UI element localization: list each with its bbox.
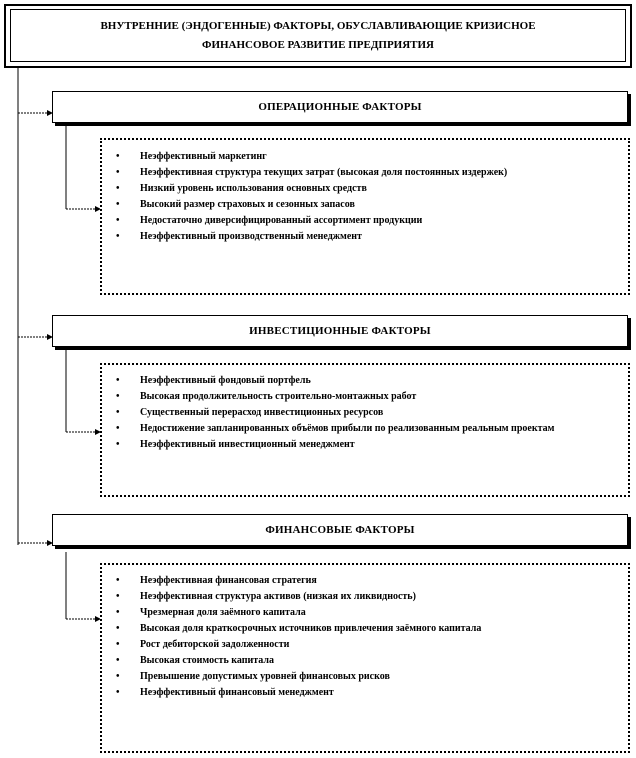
investment-factors-header: ИНВЕСТИЦИОННЫЕ ФАКТОРЫ	[52, 315, 628, 347]
list-item: • Неэффективный инвестиционный менеджмент	[102, 437, 608, 453]
list-item: • Чрезмерная доля заёмного капитала	[102, 605, 628, 621]
list-item: • Неэффективная структура активов (низкая их ликвидность)	[102, 589, 628, 605]
list-item: • Неэффективный финансовый менеджмент	[102, 685, 628, 701]
list-item: • Существенный перерасход инвестиционных ресурсов	[102, 405, 608, 421]
list-item: • Высокая стоимость капитала	[102, 653, 628, 669]
list-item: • Высокая продолжительность строительно-монтажных работ	[102, 389, 608, 405]
title-line-1: ВНУТРЕННИЕ (ЭНДОГЕННЫЕ) ФАКТОРЫ, ОБУСЛАВЛИВАЮЩИЕ КРИЗИСНОЕ	[100, 19, 536, 32]
financial-factors-header: ФИНАНСОВЫЕ ФАКТОРЫ	[52, 514, 628, 546]
list-item: • Высокий размер страховых и сезонных запасов	[102, 197, 628, 213]
financial-factors-list	[102, 573, 628, 701]
title-line-2: ФИНАНСОВОЕ РАЗВИТИЕ ПРЕДПРИЯТИЯ	[202, 38, 434, 51]
list-item: • Недостаточно диверсифицированный ассортимент продукции	[102, 213, 628, 229]
list-item: • Рост дебиторской задолженности	[102, 637, 628, 653]
operational-factors-box	[100, 138, 630, 295]
list-item: • Низкий уровень использования основных средств	[102, 181, 628, 197]
list-item: • Высокая доля краткосрочных источников привлечения заёмного капитала	[102, 621, 628, 637]
list-item: • Неэффективный производственный менеджмент	[102, 229, 628, 245]
list-item: • Неэффективная структура текущих затрат (высокая доля постоянных издержек)	[102, 165, 628, 181]
list-item: • Превышение допустимых уровней финансовых рисков	[102, 669, 628, 685]
operational-factors-list	[102, 149, 628, 245]
list-item: • Недостижение запланированных объёмов прибыли по реализованным реальным проектам	[102, 421, 608, 437]
investment-factors-list	[102, 373, 628, 453]
operational-factors-header: ОПЕРАЦИОННЫЕ ФАКТОРЫ	[52, 91, 628, 123]
list-item: • Неэффективный фондовый портфель	[102, 373, 608, 389]
list-item: • Неэффективный маркетинг	[102, 149, 628, 165]
investment-factors-box	[100, 363, 630, 497]
diagram-title	[10, 9, 626, 62]
financial-factors-box	[100, 563, 630, 753]
list-item: • Неэффективная финансовая стратегия	[102, 573, 628, 589]
